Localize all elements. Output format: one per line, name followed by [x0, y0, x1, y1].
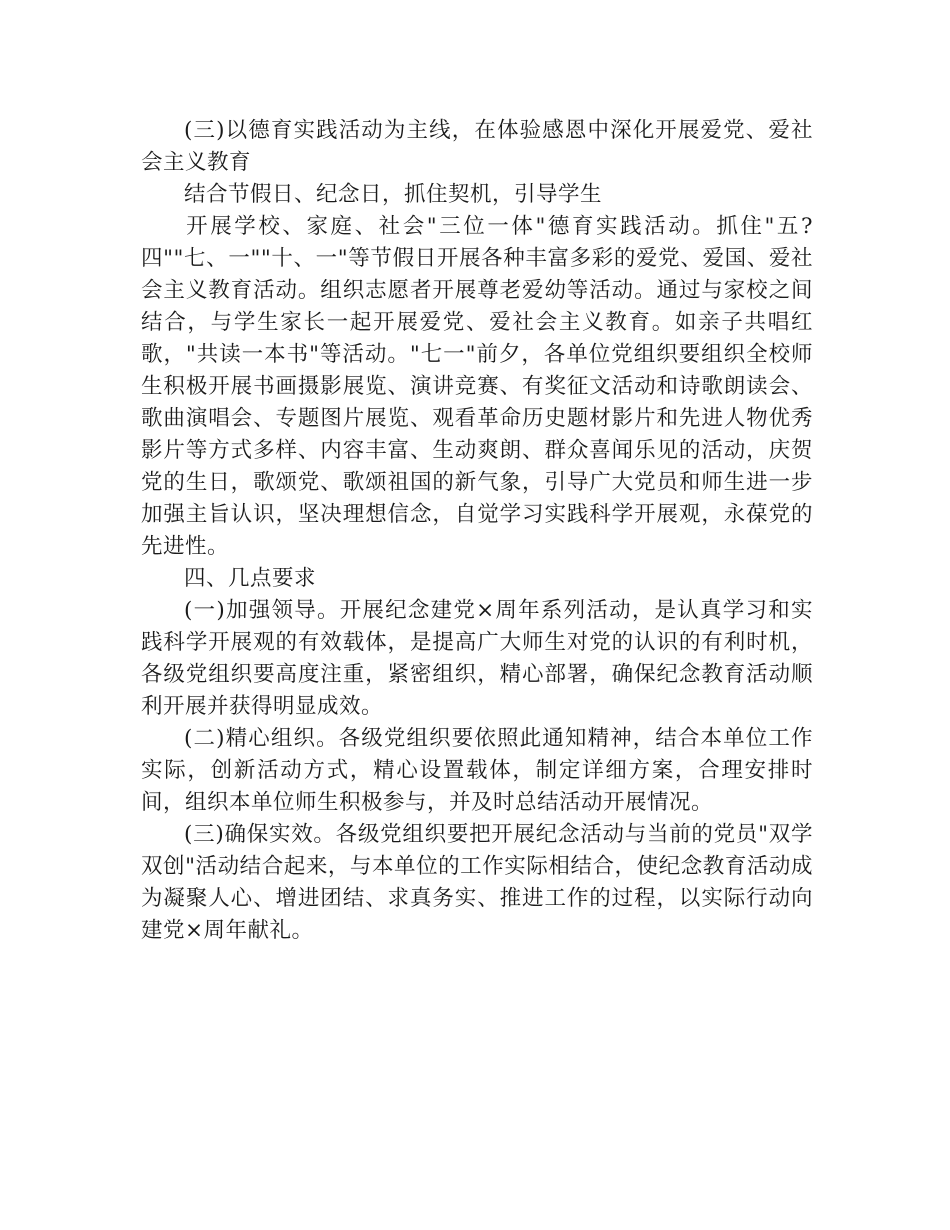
section-heading-4: 四、几点要求	[184, 566, 317, 591]
document-body	[141, 115, 813, 947]
requirement-1: (一)加强领导。开展纪念建党×周年系列活动，是认真学习和实践科学开展观的有效载体，是提高广大师生对党的认识的有利时机，各级党组织要高度注重，紧密组织，精心部署，确保纪念教育活动顺利开展并获得明显成效。	[141, 598, 813, 719]
requirement-2: (二)精心组织。各级党组织要依照此通知精神，结合本单位工作实际，创新活动方式，精心设置载体，制定详细方案，合理安排时间，组织本单位师生积极参与，并及时总结活动开展情况。	[141, 726, 813, 815]
subheading: 结合节假日、纪念日，抓住契机，引导学生	[184, 182, 603, 207]
section-heading-3: (三)以德育实践活动为主线，在体验感恩中深化开展爱党、爱社会主义教育	[141, 118, 813, 175]
requirement-3: (三)确保实效。各级党组织要把开展纪念活动与当前的党员"双学双创"活动结合起来，与本单位的工作实际相结合，使纪念教育活动成为凝聚人心、增进团结、求真务实、推进工作的过程，以实际行动向建党×周年献礼。	[141, 822, 813, 943]
body-paragraph: 开展学校、家庭、社会"三位一体"德育实践活动。抓住"五?四""七、一""十、一"等节假日开展各种丰富多彩的爱党、爱国、爱社会主义教育活动。组织志愿者开展尊老爱幼等活动。通过与家校之间结合，与学生家长一起开展爱党、爱社会主义教育。如亲子共唱红歌，"共读一本书"等活动。"七一"前夕，各单位党组织要组织全校师生积极开展书画摄影展览、演讲竞赛、有奖征文活动和诗歌朗读会、歌曲演唱会、专题图片展览、观看革命历史题材影片和先进人物优秀影片等方式多样、内容丰富、生动爽朗、群众喜闻乐见的活动，庆贺党的生日，歌颂党、歌颂祖国的新气象，引导广大党员和师生进一步加强主旨认识，坚决理想信念，自觉学习实践科学开展观，永葆党的先进性。	[141, 214, 813, 559]
